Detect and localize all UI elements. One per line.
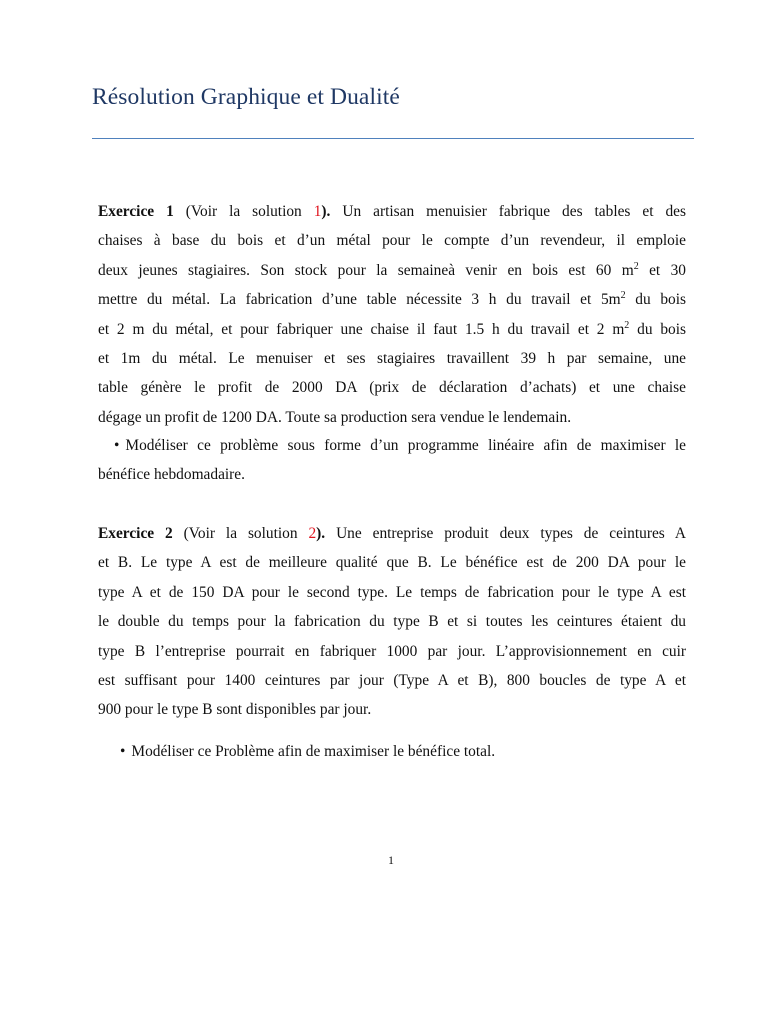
exercise-1-line-3 xyxy=(98,256,686,285)
exercise-1-bullet xyxy=(98,431,686,490)
exercise-1-text: du bois xyxy=(629,320,686,338)
exercise-2-line-4: le double du temps pour la fabrication du type B et si toutes les ceintures étaient du xyxy=(98,613,686,631)
exercise-2-line-7: 900 pour le type B sont disponibles par jour. xyxy=(98,701,372,719)
exercise-1-line-5 xyxy=(98,315,686,344)
bullet-text: Modéliser ce Problème afin de maximiser le bénéfice total. xyxy=(131,743,496,760)
exercise-1-paragraph xyxy=(98,197,686,432)
solution-ref-suffix: ). xyxy=(316,525,326,542)
exercise-2-line-3: type A et de 150 DA pour le second type. Le temps de fabrication pour le type A est xyxy=(98,583,686,601)
exercise-1-line-4 xyxy=(98,285,686,314)
solution-ref-prefix: (Voir la solution xyxy=(183,525,309,542)
superscript: 2 xyxy=(624,319,630,331)
bullet-icon: • xyxy=(120,743,126,760)
exercise-1-text: et 2 m du métal, et pour fabriquer une chaise il faut 1.5 h du travail et 2 m xyxy=(98,320,625,338)
solution-ref-suffix: ). xyxy=(321,203,331,220)
solution-ref-prefix: (Voir la solution xyxy=(185,203,314,220)
exercise-2-text: Une entreprise produit deux types de ceintures A xyxy=(336,525,686,542)
solution-link-1[interactable]: 1 xyxy=(313,203,322,220)
exercise-1-line-7: table génère le profit de 2000 DA (prix de déclaration d’achats) et une chaise xyxy=(98,379,686,397)
exercise-1-text: du bois xyxy=(625,291,686,309)
exercise-1-label: Exercice 1 xyxy=(98,203,174,220)
exercise-2-bullet xyxy=(120,737,495,766)
exercise-1-text: Un artisan menuisier fabrique des tables et des xyxy=(342,203,686,220)
bullet-text: Modéliser ce problème sous forme d’un programme linéaire afin de maximiser le xyxy=(125,437,686,454)
exercise-1-line-1 xyxy=(98,197,686,226)
title-underline xyxy=(92,138,694,139)
exercise-2-line-5: type B l’entreprise pourrait en fabriquer 1000 par jour. L’approvisionnement en cuir xyxy=(98,642,686,660)
exercise-1-text: deux jeunes stagiaires. Son stock pour la semaineà venir en bois est 60 m xyxy=(98,261,634,279)
bullet-icon: • xyxy=(114,437,120,454)
exercise-1-text: mettre du métal. La fabrication d’une table nécessite 3 h du travail et 5m xyxy=(98,291,621,309)
page-number: 1 xyxy=(388,853,394,867)
exercise-2-label: Exercice 2 xyxy=(98,525,173,542)
exercise-1-text: et 30 xyxy=(638,261,687,279)
exercise-1-line-2: chaises à base du bois et d’un métal pour le compte d’un revendeur, il emploie xyxy=(98,232,686,250)
bullet-line-1 xyxy=(114,431,686,460)
superscript: 2 xyxy=(633,260,639,272)
exercise-2-paragraph xyxy=(98,519,686,725)
superscript: 2 xyxy=(620,290,626,302)
solution-link-2[interactable]: 2 xyxy=(308,525,317,542)
exercise-1-line-6: et 1m du métal. Le menuiser et ses stagiaires travaillent 39 h par semaine, une xyxy=(98,350,686,368)
exercise-2-line-6: est suffisant pour 1400 ceintures par jour (Type A et B), 800 boucles de type A et xyxy=(98,672,686,690)
exercise-2-line-1 xyxy=(98,519,686,548)
page-title: Résolution Graphique et Dualité xyxy=(92,84,400,110)
bullet-line-2: bénéfice hebdomadaire. xyxy=(98,466,245,484)
exercise-1-line-8: dégage un profit de 1200 DA. Toute sa production sera vendue le lendemain. xyxy=(98,408,572,426)
exercise-2-line-2: et B. Le type A est de meilleure qualité que B. Le bénéfice est de 200 DA pour le xyxy=(98,554,686,572)
